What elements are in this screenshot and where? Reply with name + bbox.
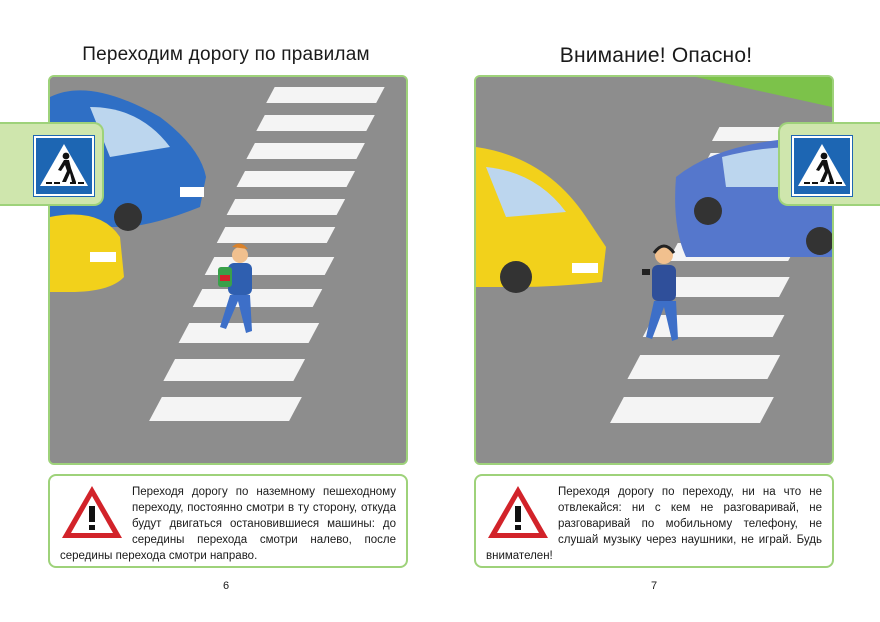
page-number: 7 — [650, 580, 658, 592]
right-page — [440, 0, 880, 622]
warning-note — [474, 474, 834, 568]
left-page-title: Переходим дорогу по правилам — [82, 44, 370, 65]
warning-note-text: Переходя дорогу по переходу, ни на что не отвлекайся: ни с кем не разговаривай, не разговаривай по мобильному телефону, не слушай музыку через наушники, не играй. Будь внимателен! — [486, 486, 822, 562]
sign-band — [778, 122, 880, 206]
right-page-title: Внимание! Опасно! — [559, 44, 753, 67]
rule-note-text: Переходя дорогу по наземному пешеходному переходу, постоянно смотри в ту сторону, откуда будут двигаться остановившиеся машины: до середины перехода смотри налево, после середины перехода смотри направо. — [60, 486, 396, 562]
pedestrian-crossing-sign-icon — [792, 136, 852, 196]
rule-note — [48, 474, 408, 568]
sign-band — [0, 122, 104, 206]
page-number: 6 — [222, 580, 230, 592]
pedestrian-crossing-sign-icon — [34, 136, 94, 196]
